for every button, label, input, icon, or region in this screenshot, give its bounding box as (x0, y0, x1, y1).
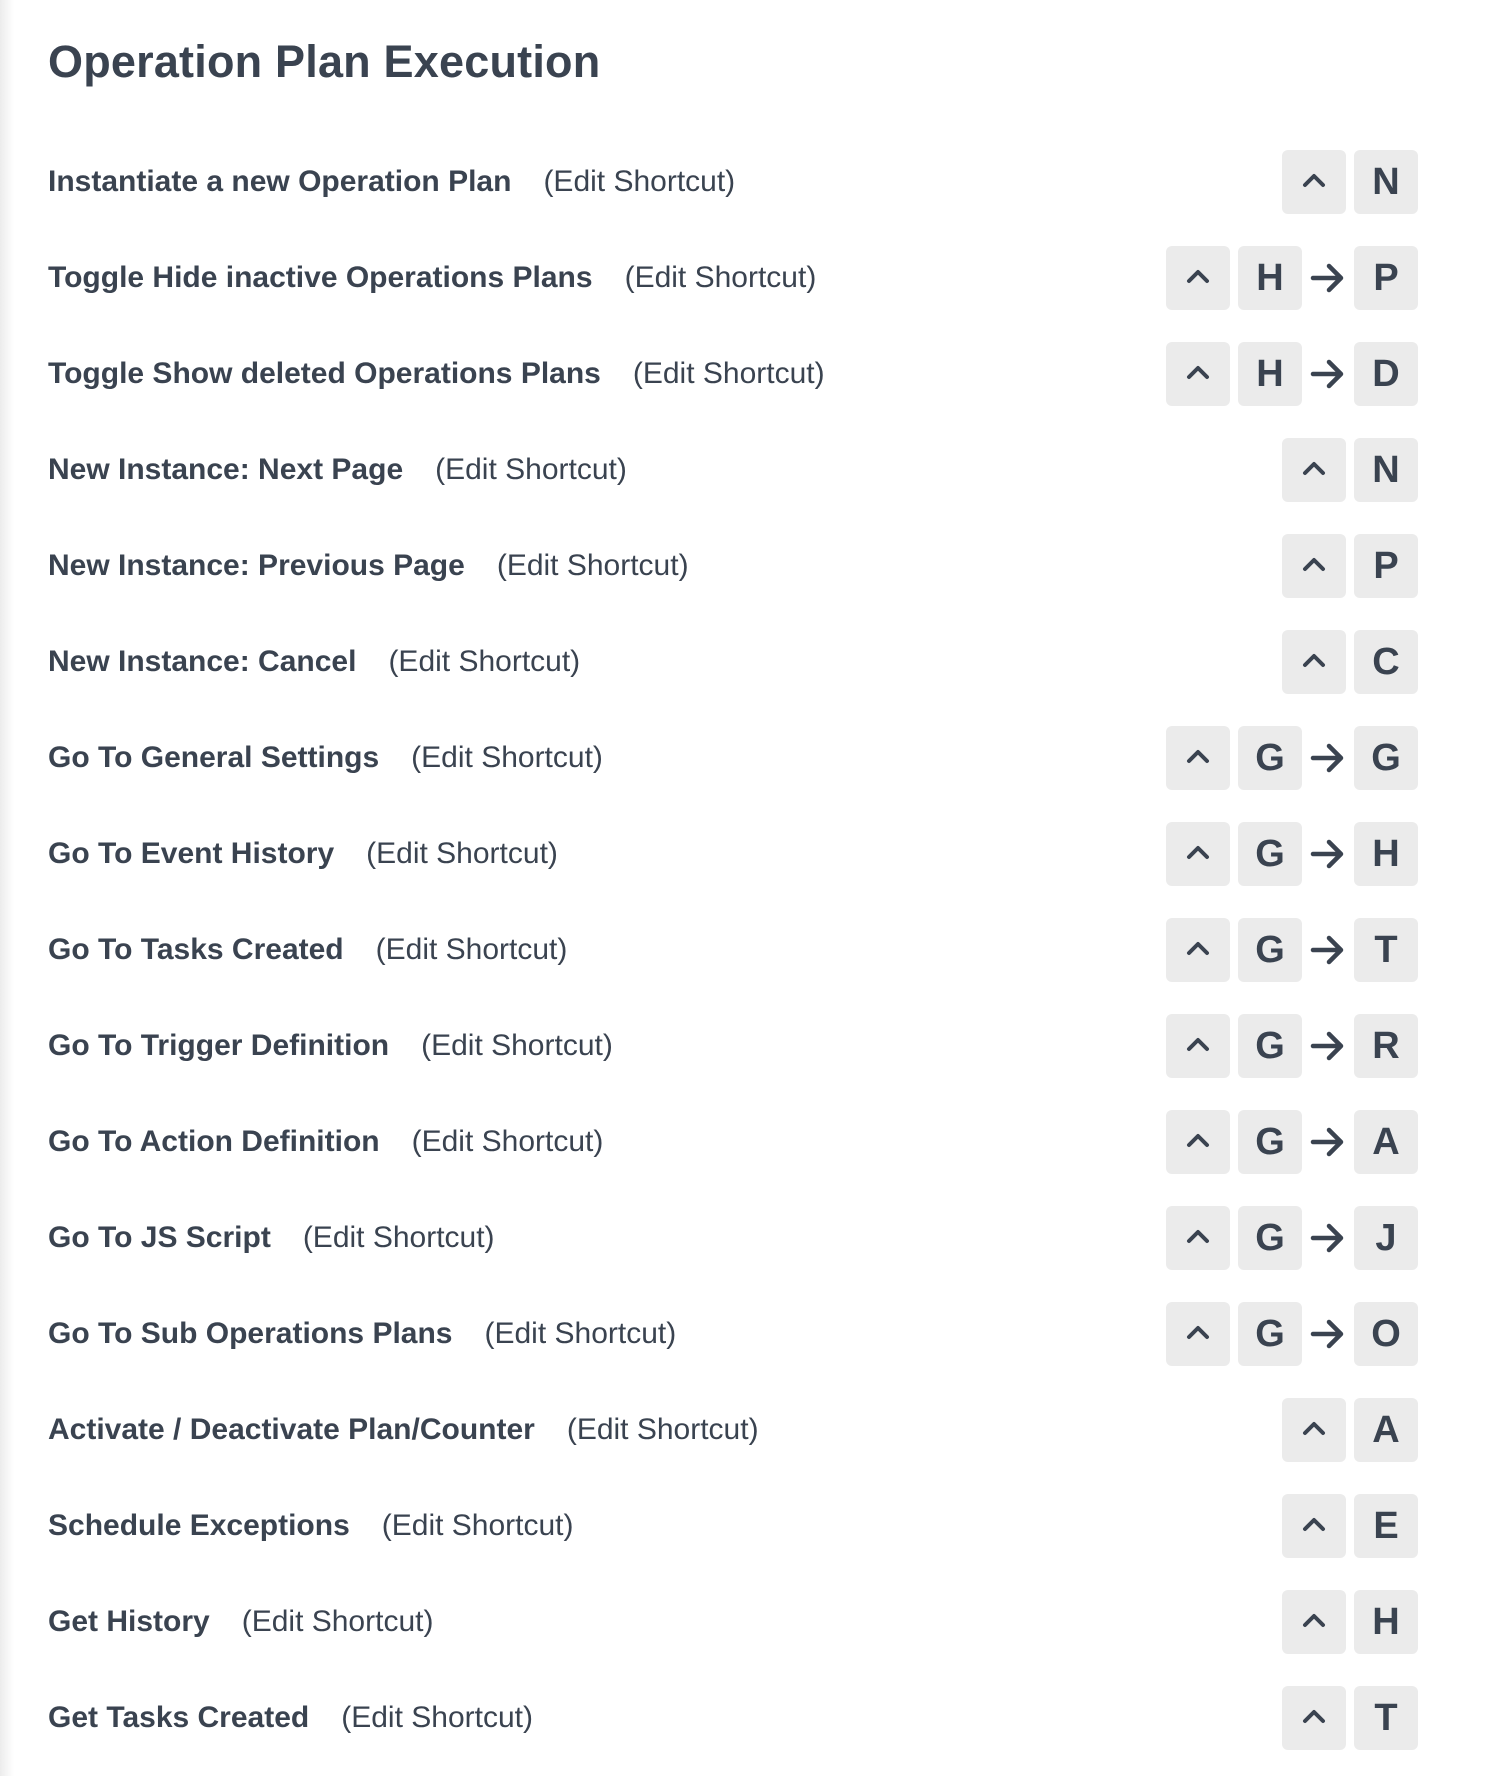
keycap-letter: G (1255, 832, 1285, 875)
keycap (1238, 918, 1302, 982)
keycap-letter: J (1375, 1216, 1397, 1259)
shortcut-row (48, 1190, 1418, 1286)
keycap (1354, 1494, 1418, 1558)
ctrl-icon (1300, 1608, 1328, 1636)
keycap (1354, 726, 1418, 790)
ctrl-icon (1300, 648, 1328, 676)
keycap-ctrl (1166, 1302, 1230, 1366)
keycap (1354, 1590, 1418, 1654)
keycap-letter: G (1255, 1216, 1285, 1259)
keycap-letter: A (1372, 1408, 1400, 1451)
shortcut-action-label: Get History (48, 1605, 210, 1638)
ctrl-icon (1300, 168, 1328, 196)
keycap-letter: O (1371, 1312, 1401, 1355)
keycap (1238, 1206, 1302, 1270)
keycap (1354, 1014, 1418, 1078)
keycap-letter: H (1256, 256, 1284, 299)
keycap-ctrl (1166, 822, 1230, 886)
keycap (1238, 342, 1302, 406)
keycap (1238, 1302, 1302, 1366)
keycap-letter: P (1373, 544, 1399, 587)
shortcut-label-group (48, 741, 603, 775)
keycap (1238, 246, 1302, 310)
shortcut-action-label: Go To Trigger Definition (48, 1029, 390, 1062)
shortcut-row (48, 806, 1418, 902)
shortcut-action-label: Go To General Settings (48, 741, 380, 774)
arrow-right-icon (1308, 726, 1348, 790)
keycap-letter: G (1255, 928, 1285, 971)
shortcut-action-label: New Instance: Cancel (48, 645, 357, 678)
edit-shortcut-link[interactable]: (Edit Shortcut) (543, 165, 736, 198)
keycap (1354, 1686, 1418, 1750)
shortcut-row (48, 1286, 1418, 1382)
shortcut-label-group (48, 453, 627, 487)
keycap-ctrl (1282, 1590, 1346, 1654)
shortcut-action-label: Go To Event History (48, 837, 335, 870)
key-combination (1274, 534, 1418, 598)
edit-shortcut-link[interactable]: (Edit Shortcut) (632, 357, 825, 390)
keycap (1354, 822, 1418, 886)
ctrl-icon (1184, 1224, 1212, 1252)
shortcut-row (48, 1478, 1418, 1574)
shortcut-label-group (48, 549, 689, 583)
edit-shortcut-link[interactable]: (Edit Shortcut) (484, 1317, 677, 1350)
keycap (1238, 822, 1302, 886)
keycap (1354, 1206, 1418, 1270)
keycap (1354, 342, 1418, 406)
ctrl-icon (1184, 264, 1212, 292)
keycap (1238, 1110, 1302, 1174)
shortcut-action-label: Go To Action Definition (48, 1125, 380, 1158)
keycap-ctrl (1166, 918, 1230, 982)
keycap (1354, 150, 1418, 214)
keycap-ctrl (1282, 150, 1346, 214)
shortcut-action-label: New Instance: Next Page (48, 453, 404, 486)
shortcut-label-group (48, 1605, 433, 1639)
shortcut-label-group (48, 645, 580, 679)
key-combination (1274, 1686, 1418, 1750)
edit-shortcut-link[interactable]: (Edit Shortcut) (496, 549, 689, 582)
shortcut-row (48, 326, 1418, 422)
shortcut-row (48, 1094, 1418, 1190)
shortcut-action-label: Go To Tasks Created (48, 933, 344, 966)
keycap-ctrl (1282, 630, 1346, 694)
keycap-letter: E (1373, 1504, 1399, 1547)
keycap (1354, 1398, 1418, 1462)
ctrl-icon (1184, 1128, 1212, 1156)
key-combination (1158, 822, 1418, 886)
key-combination (1158, 246, 1418, 310)
keycap-letter: T (1374, 1696, 1398, 1739)
shortcut-action-label: Toggle Show deleted Operations Plans (48, 357, 601, 390)
keycap-letter: T (1374, 928, 1398, 971)
shortcut-label-group (48, 357, 825, 391)
ctrl-icon (1184, 1320, 1212, 1348)
shortcut-label-group (48, 1413, 759, 1447)
keycap-letter: H (1256, 352, 1284, 395)
shortcut-label-group (48, 1701, 533, 1735)
keycap (1354, 918, 1418, 982)
edit-shortcut-link[interactable]: (Edit Shortcut) (435, 453, 627, 486)
key-combination (1274, 630, 1418, 694)
shortcut-action-label: New Instance: Previous Page (48, 549, 465, 582)
keycap-letter: G (1255, 1024, 1285, 1067)
keycap-ctrl (1166, 342, 1230, 406)
keycap (1354, 534, 1418, 598)
shortcut-row (48, 1574, 1418, 1670)
shortcut-row (48, 230, 1418, 326)
arrow-right-icon (1308, 342, 1348, 406)
arrow-right-icon (1308, 1110, 1348, 1174)
ctrl-icon (1184, 1032, 1212, 1060)
edit-shortcut-link[interactable]: (Edit Shortcut) (566, 1413, 759, 1446)
shortcut-label-group (48, 1509, 574, 1543)
key-combination (1274, 1590, 1418, 1654)
shortcut-label-group (48, 933, 567, 967)
edit-shortcut-link[interactable]: (Edit Shortcut) (302, 1221, 495, 1254)
key-combination (1158, 342, 1418, 406)
ctrl-icon (1184, 744, 1212, 772)
keycap-letter: H (1372, 1600, 1400, 1643)
edit-shortcut-link[interactable]: (Edit Shortcut) (411, 741, 603, 774)
shortcut-action-label: Schedule Exceptions (48, 1509, 350, 1542)
ctrl-icon (1300, 552, 1328, 580)
edit-shortcut-link[interactable]: (Edit Shortcut) (381, 1509, 574, 1542)
keycap-letter: H (1372, 832, 1400, 875)
shortcut-row (48, 518, 1418, 614)
ctrl-icon (1300, 1512, 1328, 1540)
arrow-right-icon (1308, 918, 1348, 982)
arrow-right-icon (1308, 1206, 1348, 1270)
shortcut-row (48, 134, 1418, 230)
shortcut-label-group (48, 1221, 495, 1255)
keycap-letter: G (1255, 1120, 1285, 1163)
keycap-letter: A (1372, 1120, 1400, 1163)
keycap (1354, 1302, 1418, 1366)
key-combination (1158, 918, 1418, 982)
keycap (1238, 726, 1302, 790)
key-combination (1158, 726, 1418, 790)
keycap (1354, 1110, 1418, 1174)
ctrl-icon (1184, 936, 1212, 964)
shortcut-label-group (48, 1317, 676, 1351)
shortcut-label-group (48, 1029, 613, 1063)
arrow-right-icon (1308, 822, 1348, 886)
keycap-letter: D (1372, 352, 1400, 395)
key-combination (1274, 150, 1418, 214)
shortcut-action-label: Get Tasks Created (48, 1701, 310, 1734)
edit-shortcut-link[interactable]: (Edit Shortcut) (421, 1029, 613, 1062)
ctrl-icon (1300, 1704, 1328, 1732)
shortcut-action-label: Toggle Hide inactive Operations Plans (48, 261, 593, 294)
keycap-ctrl (1282, 1398, 1346, 1462)
key-combination (1158, 1206, 1418, 1270)
key-combination (1158, 1014, 1418, 1078)
key-combination (1274, 1398, 1418, 1462)
keycap-letter: P (1373, 256, 1399, 299)
keycap-letter: G (1371, 736, 1401, 779)
keycap-ctrl (1282, 1494, 1346, 1558)
ctrl-icon (1300, 456, 1328, 484)
shortcut-row (48, 1670, 1418, 1766)
keycap-ctrl (1166, 1110, 1230, 1174)
keycap (1238, 1014, 1302, 1078)
keycap-ctrl (1282, 534, 1346, 598)
keycap-ctrl (1166, 726, 1230, 790)
shortcut-row (48, 710, 1418, 806)
keycap (1354, 630, 1418, 694)
keycap-ctrl (1166, 246, 1230, 310)
shortcut-row (48, 902, 1418, 998)
keycap-letter: G (1255, 1312, 1285, 1355)
keycap-letter: R (1372, 1024, 1400, 1067)
keycap-letter: N (1372, 448, 1400, 491)
window-left-edge (0, 0, 14, 1776)
edit-shortcut-link[interactable]: (Edit Shortcut) (375, 933, 568, 966)
shortcut-list (48, 134, 1418, 1766)
ctrl-icon (1300, 1416, 1328, 1444)
page-title: Operation Plan Execution (48, 36, 601, 87)
key-combination (1158, 1110, 1418, 1174)
keycap-letter: C (1372, 640, 1400, 683)
shortcut-label-group (48, 261, 816, 295)
keycap-ctrl (1282, 1686, 1346, 1750)
shortcut-label-group (48, 1125, 603, 1159)
shortcut-action-label: Go To Sub Operations Plans (48, 1317, 453, 1350)
shortcut-row (48, 1382, 1418, 1478)
shortcut-row (48, 422, 1418, 518)
arrow-right-icon (1308, 246, 1348, 310)
key-combination (1158, 1302, 1418, 1366)
keycap-ctrl (1166, 1206, 1230, 1270)
key-combination (1274, 1494, 1418, 1558)
arrow-right-icon (1308, 1014, 1348, 1078)
keycap-letter: G (1255, 736, 1285, 779)
shortcut-row (48, 998, 1418, 1094)
shortcut-row (48, 614, 1418, 710)
edit-shortcut-link[interactable]: (Edit Shortcut) (366, 837, 558, 870)
ctrl-icon (1184, 840, 1212, 868)
edit-shortcut-link[interactable]: (Edit Shortcut) (241, 1605, 434, 1638)
keycap-letter: N (1372, 160, 1400, 203)
ctrl-icon (1184, 360, 1212, 388)
keycap (1354, 246, 1418, 310)
key-combination (1274, 438, 1418, 502)
shortcut-action-label: Instantiate a new Operation Plan (48, 165, 512, 198)
edit-shortcut-link[interactable]: (Edit Shortcut) (411, 1125, 604, 1158)
keycap (1354, 438, 1418, 502)
edit-shortcut-link[interactable]: (Edit Shortcut) (341, 1701, 533, 1734)
keycap-ctrl (1282, 438, 1346, 502)
shortcut-action-label: Go To JS Script (48, 1221, 271, 1254)
shortcut-label-group (48, 165, 735, 199)
shortcut-action-label: Activate / Deactivate Plan/Counter (48, 1413, 535, 1446)
edit-shortcut-link[interactable]: (Edit Shortcut) (624, 261, 817, 294)
edit-shortcut-link[interactable]: (Edit Shortcut) (388, 645, 581, 678)
keycap-ctrl (1166, 1014, 1230, 1078)
arrow-right-icon (1308, 1302, 1348, 1366)
shortcut-label-group (48, 837, 558, 871)
